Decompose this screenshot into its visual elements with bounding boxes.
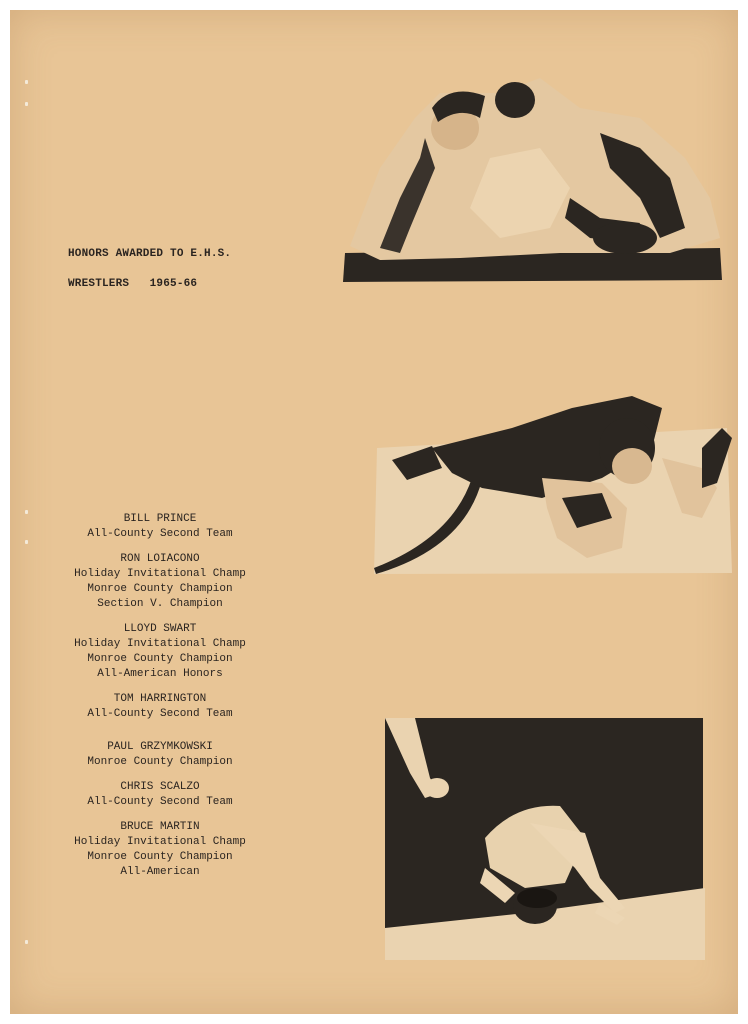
wrestler-name: TOM HARRINGTON [113,693,207,705]
award-line: Monroe County Champion [87,756,233,768]
award-line: Monroe County Champion [87,851,233,863]
wrestler-name: BRUCE MARTIN [120,821,200,833]
award-line: Section V. Champion [97,598,223,610]
award-line: Holiday Invitational Champ [74,638,246,650]
wrestler-name: RON LOIACONO [120,553,200,565]
honor-entry [60,622,260,682]
wrestler-name: LLOYD SWART [123,623,197,635]
wrestler-name: CHRIS SCALZO [120,781,200,793]
wrestling-photo-2 [372,388,737,578]
award-line: Holiday Invitational Champ [74,568,246,580]
award-line: Monroe County Champion [87,583,233,595]
award-line: Monroe County Champion [87,653,233,665]
award-line: All-American Honors [97,668,223,680]
wrestler-name: BILL PRINCE [123,513,197,525]
honor-entry [60,512,260,542]
wrestling-photo-1 [340,48,725,284]
award-line: All-County Second Team [87,796,233,808]
honor-entry [60,552,260,612]
award-line: Holiday Invitational Champ [74,836,246,848]
honors-list [60,512,260,890]
page-title-line-1: HONORS AWARDED TO E.H.S. [68,248,232,260]
award-line: All-American [120,866,200,878]
punch-hole [25,540,28,544]
award-line: All-County Second Team [87,708,233,720]
punch-hole [25,510,28,514]
honor-entry [60,820,260,880]
punch-hole [25,940,28,944]
wrestler-name: PAUL GRZYMKOWSKI [107,741,213,753]
page-title-line-2: WRESTLERS 1965-66 [68,278,198,290]
wrestling-photo-3 [385,718,707,963]
honor-entry [60,740,260,770]
punch-hole [25,102,28,106]
honor-entry [60,692,260,722]
award-line: All-County Second Team [87,528,233,540]
honor-entry [60,780,260,810]
punch-hole [25,80,28,84]
